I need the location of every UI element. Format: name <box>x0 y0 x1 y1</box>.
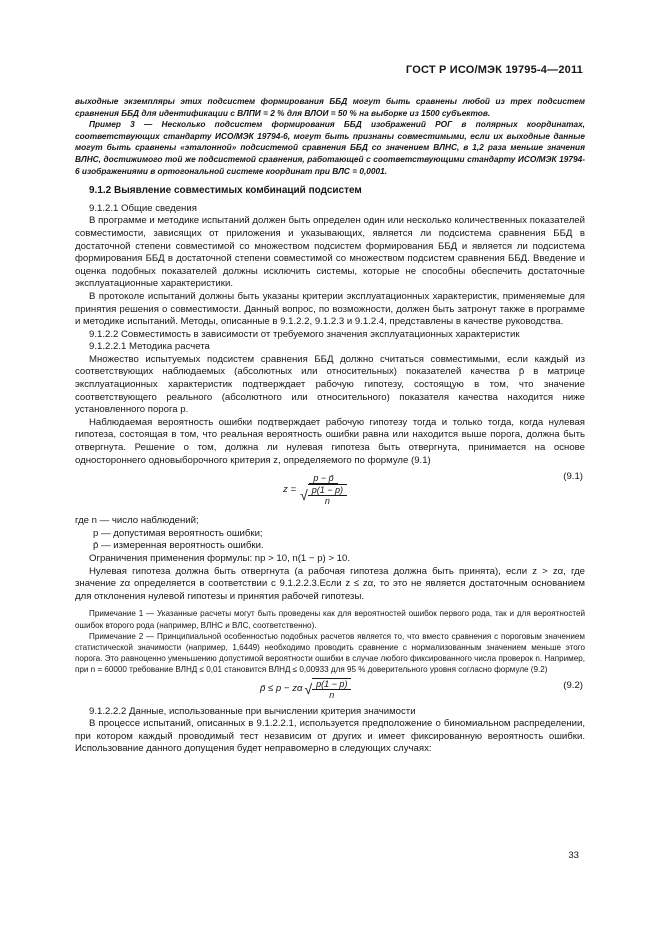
section-heading-9122: 9.1.2.2 Совместимость в зависимости от требуемого значения эксплуатационных характеристик <box>89 328 520 340</box>
formula-9-1-lhs: z = <box>283 484 297 496</box>
note-2: Примечание 2 — Принципиальной особенностью подобных расчетов является то, что вместо сравнения с пороговым значением статистической значимости (например, 1,6449) необходимо проводить сравнение с нормализованным значением меньше этого порога. Это равноценно уменьшению допустимой вероятности ошибки в случае любого фиксированного числа проверок n. Например, при n = 60000 требование ВЛНД ≤ 0,01 становится ВЛНД ≤ 0,00933 для 95 % доверительного уровня согласно формуле (9.2) <box>75 631 585 675</box>
formula-9-1-label: (9.1) <box>563 471 583 483</box>
formula-9-1-numerator: p − p̄ <box>309 473 337 484</box>
section-heading-912: 9.1.2 Выявление совместимых комбинаций подсистем <box>89 185 362 197</box>
paragraph-5: Нулевая гипотеза должна быть отвергнута (а рабочая гипотеза должна быть принята), если z > zα, где значение zα определяется в соответствии с 9.1.2.2.3.Если z ≤ zα, то это не является достаточным основанием для отклонения нулевой гипотезы и принятия рабочей гипотезы. <box>75 565 585 602</box>
def-p: p — допустимая вероятность ошибки; <box>93 527 263 539</box>
formula-limits: Ограничения применения формулы: np > 10, n(1 − p) > 10. <box>89 553 350 564</box>
example-3: Пример 3 — Несколько подсистем формирования ББД изображений РОГ в полярных координатах, соответствующих стандарту ИСО/МЭК 19794-6, могут быть признаны совместимыми, если их выходные данные могут быть сравнены «эталонной» подсистемой сравнения ББД со значением ВЛНС, в 1,2 раза меньше значения ВЛНС, достижимого той же подсистемой сравнения, работающей с соответствующими стандарту ИСО/МЭК 19794-6 изображениями в ортогональной системе координат при ВЛС = 0,0001. <box>75 119 585 176</box>
formula-9-2-lhs: p̄ ≤ p − zα <box>260 683 303 695</box>
page-header: ГОСТ Р ИСО/МЭК 19795-4—2011 <box>405 64 583 76</box>
section-heading-91221: 9.1.2.2.1 Методика расчета <box>89 341 210 353</box>
note-1: Примечание 1 — Указанные расчеты могут быть проведены как для вероятностей ошибок первого рода, так и для вероятностей ошибок второго рода (например, ВЛНС и ВЛС, соответственно). <box>75 609 585 630</box>
paragraph-2: В протоколе испытаний должны быть указаны критерии эксплуатационных характеристик, применяемые для принятия решения о совместимости. Данный вопрос, по возможности, должен быть затронут также в программе и методике испытаний. Методы, описанные в 9.1.2.2, 9.1.2.3 и 9.1.2.4, представлены в качестве руководства. <box>75 290 585 328</box>
page-number: 33 <box>568 850 579 861</box>
paragraph-6: В процессе испытаний, описанных в 9.1.2.2.1, используется предположение о биномиальном распределении, при котором каждый проводимый тест независим от других и имеет фиксированную вероятность ошибки. Использование данного допущения будет неправомерно в следующих случаях: <box>75 718 585 755</box>
formula-9-1-den-denominator: n <box>324 496 330 507</box>
section-heading-9121: 9.1.2.1 Общие сведения <box>89 202 197 214</box>
paragraph-1: В программе и методике испытаний должен быть определен один или несколько количественных показателей совместимости, зависящих от приложения и указывающих, является ли подсистема сравнения ББД в достаточной степени совместимой со множеством подсистем формирования ББД и является ли подсистема формирования ББД в достаточной степени совместимой со множеством подсистем сравнения ББД. Введение и оценка подобных показателей должны исключить системы, которые не способны обеспечить достаточные эксплуатационные характеристики. <box>75 215 585 290</box>
formula-9-1: z = p − p̄ √ $\frac{p(1 - p)}{n}$ (9.1) <box>283 471 583 507</box>
formula-9-2-numerator: p(1 − p) <box>312 678 351 690</box>
section-heading-91222: 9.1.2.2.2 Данные, использованные при вычислении критерия значимости <box>89 705 416 717</box>
paragraph-4: Наблюдаемая вероятность ошибки подтверждает рабочую гипотезу тогда и только тогда, когда нулевая гипотеза, состоящая в том, что реальная вероятность ошибки равна или находится выше порога, должна быть отвергнута. Решение о том, должна ли нулевая гипотеза быть отвергнута, принимается на основе одностороннего одновыборочного критерия z, определяемого по формуле (9.1) <box>75 416 585 466</box>
formula-9-2-label: (9.2) <box>563 679 583 691</box>
page-body <box>75 96 585 756</box>
top-italic-text: выходные экземпляры этих подсистем формирования ББД могут быть сравнены любой из трех подсистем сравнения ББД для идентификации с ВЛПИ = 2 % для ВЛОИ = 50 % на выборке из 1500 субъектов. <box>75 96 585 118</box>
formula-9-1-den-numerator: p(1 − p) <box>308 484 347 496</box>
formula-9-2-denominator: n <box>329 689 335 700</box>
paragraph-3: Множество испытуемых подсистем сравнения ББД должно считаться совместимыми, если каждый из соответствующих наблюдаемых (абсолютных или относительных) показателей качества p̄ в матрице эксплуатационных характеристик подтверждает рабочую гипотезу, состоящую в том, что значение соответствующего реального (абсолютного или относительного) показателя качества находится ниже установленного порога p. <box>75 353 585 416</box>
def-n: где n — число наблюдений; <box>75 515 199 527</box>
formula-9-2: p̄ ≤ p − zα √ $\frac{p(1 - p)}{n}$ (9.2) <box>260 678 583 700</box>
def-pbar: p̄ — измеренная вероятность ошибки. <box>93 540 264 552</box>
